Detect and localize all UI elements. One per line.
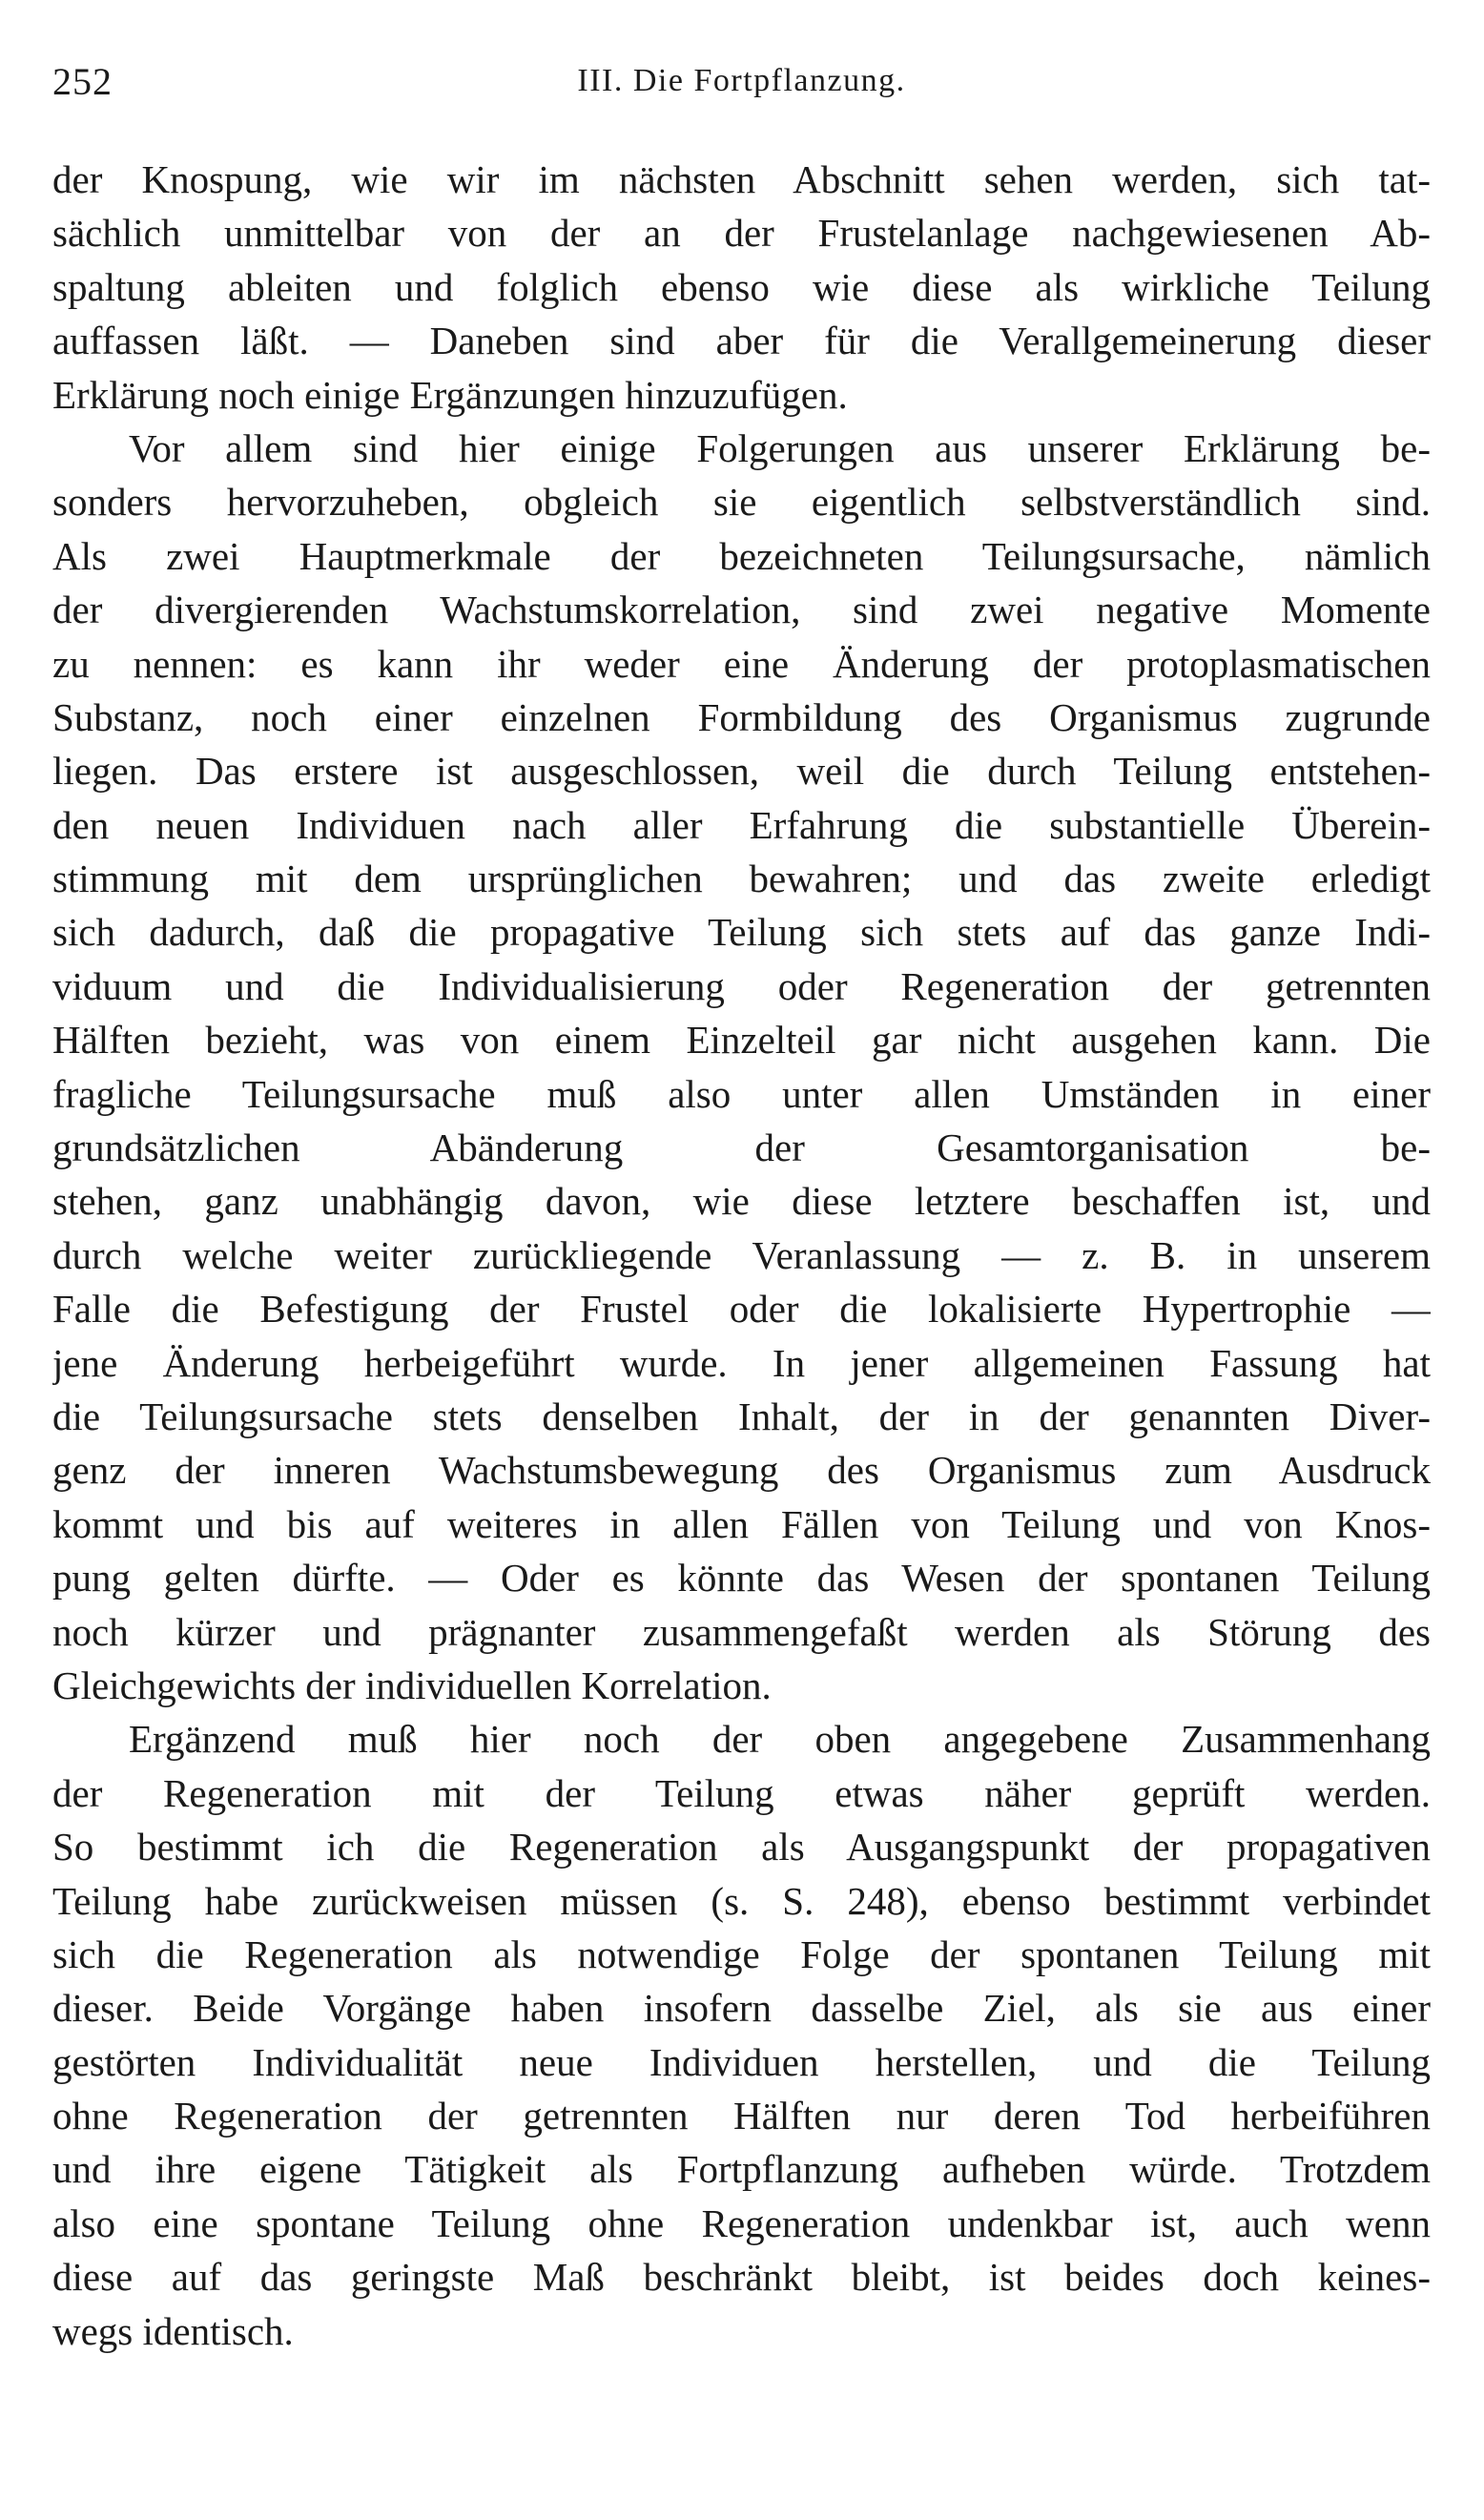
- text-line: noch kürzer und prägnanter zusammengefaßt werden als Störung des: [52, 1609, 1431, 1654]
- text-line: sich die Regeneration als notwendige Folge der spontanen Teilung mit: [52, 1931, 1431, 1976]
- paragraph: [52, 153, 1431, 422]
- text-line: sich dadurch, daß die propagative Teilung sich stets auf das ganze Indi-: [52, 910, 1431, 955]
- text-line: gestörten Individualität neue Individuen herstellen, und die Teilung: [52, 2039, 1431, 2084]
- text-line: dieser. Beide Vorgänge haben insofern dasselbe Ziel, als sie aus einer: [52, 1986, 1431, 2031]
- paragraph: [52, 1712, 1431, 2358]
- text-line: Hälften bezieht, was von einem Einzelteil gar nicht ausgehen kann. Die: [52, 1018, 1431, 1063]
- text-line: jene Änderung herbeigeführt wurde. In jener allgemeinen Fassung hat: [52, 1340, 1431, 1385]
- text-line: kommt und bis auf weiteres in allen Fällen von Teilung und von Knos-: [52, 1501, 1431, 1546]
- text-line: der Regeneration mit der Teilung etwas näher geprüft werden.: [52, 1770, 1431, 1815]
- text-line: liegen. Das erstere ist ausgeschlossen, weil die durch Teilung entstehen-: [52, 749, 1431, 794]
- text-line: Falle die Befestigung der Frustel oder die lokalisierte Hypertrophie —: [52, 1287, 1431, 1332]
- text-line: Teilung habe zurückweisen müssen (s. S. 248), ebenso bestimmt verbindet: [52, 1878, 1431, 1923]
- text-line: auffassen läßt. — Daneben sind aber für die Verallgemeinerung dieser: [52, 319, 1431, 363]
- text-line: durch welche weiter zurückliegende Veranlassung — z. B. in unserem: [52, 1232, 1431, 1277]
- paragraph: [52, 422, 1431, 1712]
- text-line: viduum und die Individualisierung oder Regeneration der getrennten: [52, 963, 1431, 1008]
- page-header: [52, 59, 1431, 116]
- text-line: der divergierenden Wachstumskorrelation, sind zwei negative Momente: [52, 588, 1431, 632]
- text-line: und ihre eigene Tätigkeit als Fortpflanzung aufheben würde. Trotzdem: [52, 2147, 1431, 2192]
- page-number: 252: [52, 60, 113, 103]
- text-line: wegs identisch.: [52, 2308, 294, 2353]
- text-line: So bestimmt ich die Regeneration als Ausgangspunkt der propagativen: [52, 1825, 1431, 1869]
- text-line: fragliche Teilungsursache muß also unter allen Umständen in einer: [52, 1071, 1431, 1116]
- text-line: Vor allem sind hier einige Folgerungen aus unserer Erklärung be-: [129, 425, 1431, 470]
- text-line: Als zwei Hauptmerkmale der bezeichneten Teilungsursache, nämlich: [52, 533, 1431, 578]
- text-line: sächlich unmittelbar von der an der Frustelanlage nachgewiesenen Ab-: [52, 211, 1431, 256]
- text-line: spaltung ableiten und folglich ebenso wie diese als wirkliche Teilung: [52, 264, 1431, 309]
- text-line: also eine spontane Teilung ohne Regeneration undenkbar ist, auch wenn: [52, 2200, 1431, 2245]
- running-title: III. Die Fortpflanzung.: [577, 63, 906, 98]
- text-line: Erklärung noch einige Ergänzungen hinzuzufügen.: [52, 372, 848, 417]
- body-text: [52, 153, 1431, 2358]
- text-line: der Knospung, wie wir im nächsten Abschnitt sehen werden, sich tat-: [52, 157, 1431, 201]
- text-line: diese auf das geringste Maß beschränkt bleibt, ist beides doch keines-: [52, 2255, 1431, 2300]
- text-line: stehen, ganz unabhängig davon, wie diese letztere beschaffen ist, und: [52, 1179, 1431, 1224]
- text-line: den neuen Individuen nach aller Erfahrung die substantielle Überein-: [52, 802, 1431, 847]
- text-line: zu nennen: es kann ihr weder eine Änderung der protoplasmatischen: [52, 641, 1431, 686]
- text-line: sonders hervorzuheben, obgleich sie eigentlich selbstverständlich sind.: [52, 480, 1431, 525]
- text-line: genz der inneren Wachstumsbewegung des Organismus zum Ausdruck: [52, 1448, 1431, 1493]
- text-line: pung gelten dürfte. — Oder es könnte das Wesen der spontanen Teilung: [52, 1556, 1431, 1601]
- text-line: die Teilungsursache stets denselben Inhalt, der in der genannten Diver-: [52, 1394, 1431, 1438]
- text-line: Ergänzend muß hier noch der oben angegebene Zusammenhang: [129, 1717, 1431, 1762]
- text-line: Substanz, noch einer einzelnen Formbildung des Organismus zugrunde: [52, 694, 1431, 739]
- text-line: grundsätzlichen Abänderung der Gesamtorganisation be-: [52, 1126, 1431, 1170]
- text-line: stimmung mit dem ursprünglichen bewahren; und das zweite erledigt: [52, 857, 1431, 901]
- text-line: ohne Regeneration der getrennten Hälften nur deren Tod herbeiführen: [52, 2094, 1431, 2138]
- text-line: Gleichgewichts der individuellen Korrelation.: [52, 1663, 772, 1707]
